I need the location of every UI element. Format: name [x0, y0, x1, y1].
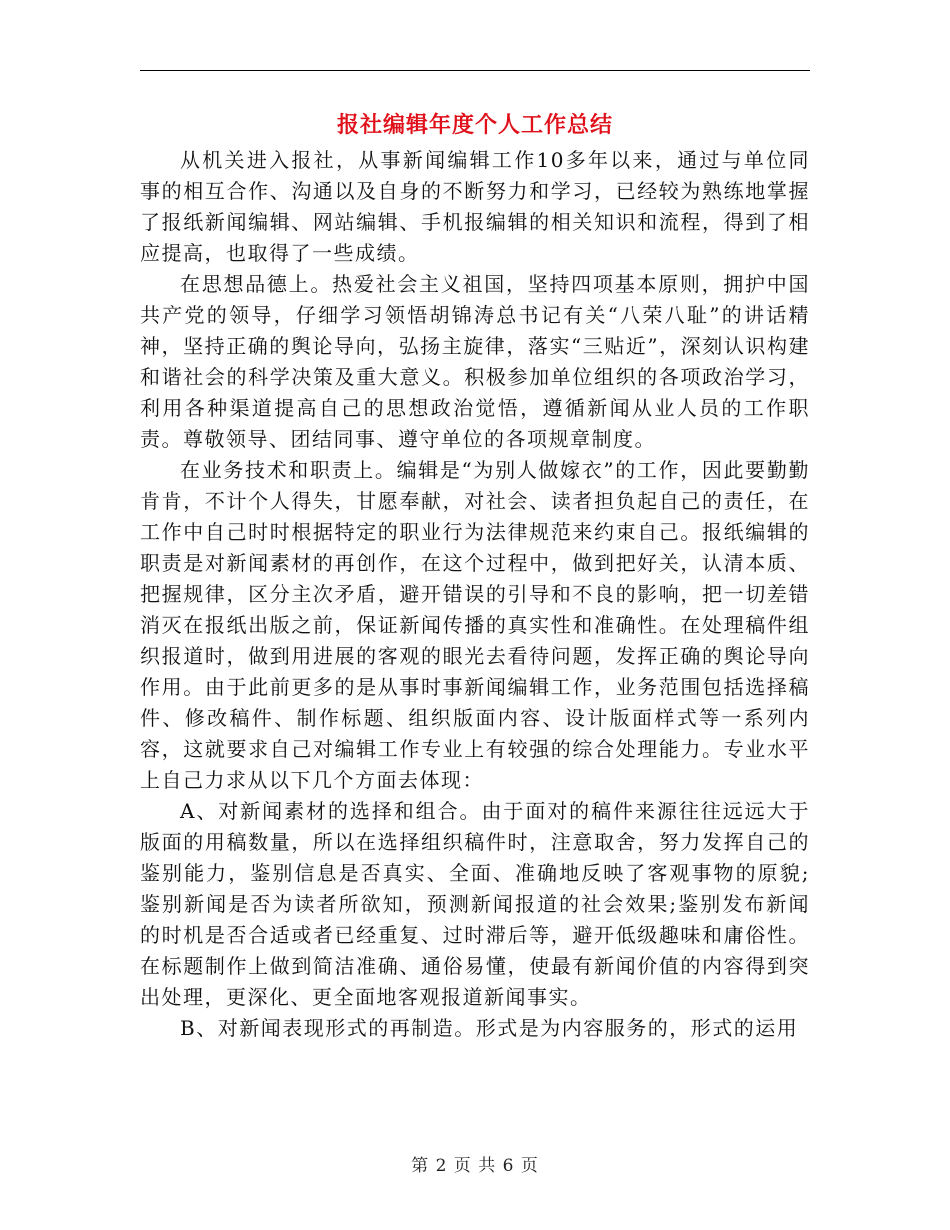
document-title: 报社编辑年度个人工作总结 [336, 112, 613, 138]
paragraph-ideology: 在思想品德上。热爱社会主义祖国，坚持四项基本原则，拥护中国共产党的领导，仔细学习领悟胡锦涛总书记有关“八荣八耻”的讲话精神，坚持正确的舆论导向，弘扬主旋律，落实“三贴近”，深刻认识构建和谐社会的科学决策及重大意义。积极参加单位组织的各项政治学习，利用各种渠道提高自己的思想政治觉悟，遵循新闻从业人员的工作职责。尊敬领导、团结同事、遵守单位的各项规章制度。 [140, 272, 810, 451]
paragraph-intro: 从机关进入报社，从事新闻编辑工作10多年以来，通过与单位同事的相互合作、沟通以及自身的不断努力和学习，已经较为熟练地掌握了报纸新闻编辑、网站编辑、手机报编辑的相关知识和流程，得到了相应提高，也取得了一些成绩。 [140, 148, 810, 265]
paragraph-duties: 在业务技术和职责上。编辑是“为别人做嫁衣”的工作，因此要勤勤肯肯，不计个人得失，甘愿奉献，对社会、读者担负起自己的责任，在工作中自己时时根据特定的职业行为法律规范来约束自己。报纸编辑的职责是对新闻素材的再创作，在这个过程中，做到把好关，认清本质、把握规律，区分主次矛盾，避开错误的引导和不良的影响，把一切差错消灭在报纸出版之前，保证新闻传播的真实性和准确性。在处理稿件组织报道时，做到用进展的客观的眼光去看待问题，发挥正确的舆论导向作用。由于此前更多的是从事时事新闻编辑工作，业务范围包括选择稿件、修改稿件、制作标题、组织版面内容、设计版面样式等一系列内容，这就要求自己对编辑工作专业上有较强的综合处理能力。专业水平上自己力求从以下几个方面去体现： [140, 458, 810, 792]
document-body [140, 145, 810, 1044]
paragraph-point-a: A、对新闻素材的选择和组合。由于面对的稿件来源往往远远大于版面的用稿数量，所以在选择组织稿件时，注意取舍，努力发挥自己的鉴别能力，鉴别信息是否真实、全面、准确地反映了客观事物的原貌;鉴别新闻是否为读者所欲知，预测新闻报道的社会效果;鉴别发布新闻的时机是否合适或者已经重复、过时滞后等，避开低级趣味和庸俗性。在标题制作上做到简洁准确、通俗易懂，使最有新闻价值的内容得到突出处理，更深化、更全面地客观报道新闻事实。 [140, 799, 810, 1009]
paragraph-point-b: B、对新闻表现形式的再制造。形式是为内容服务的，形式的运用 [180, 1016, 799, 1040]
page-number-label: 第 2 页 共 6 页 [411, 1156, 539, 1176]
page-footer [140, 1154, 810, 1178]
header-rule [140, 70, 810, 71]
